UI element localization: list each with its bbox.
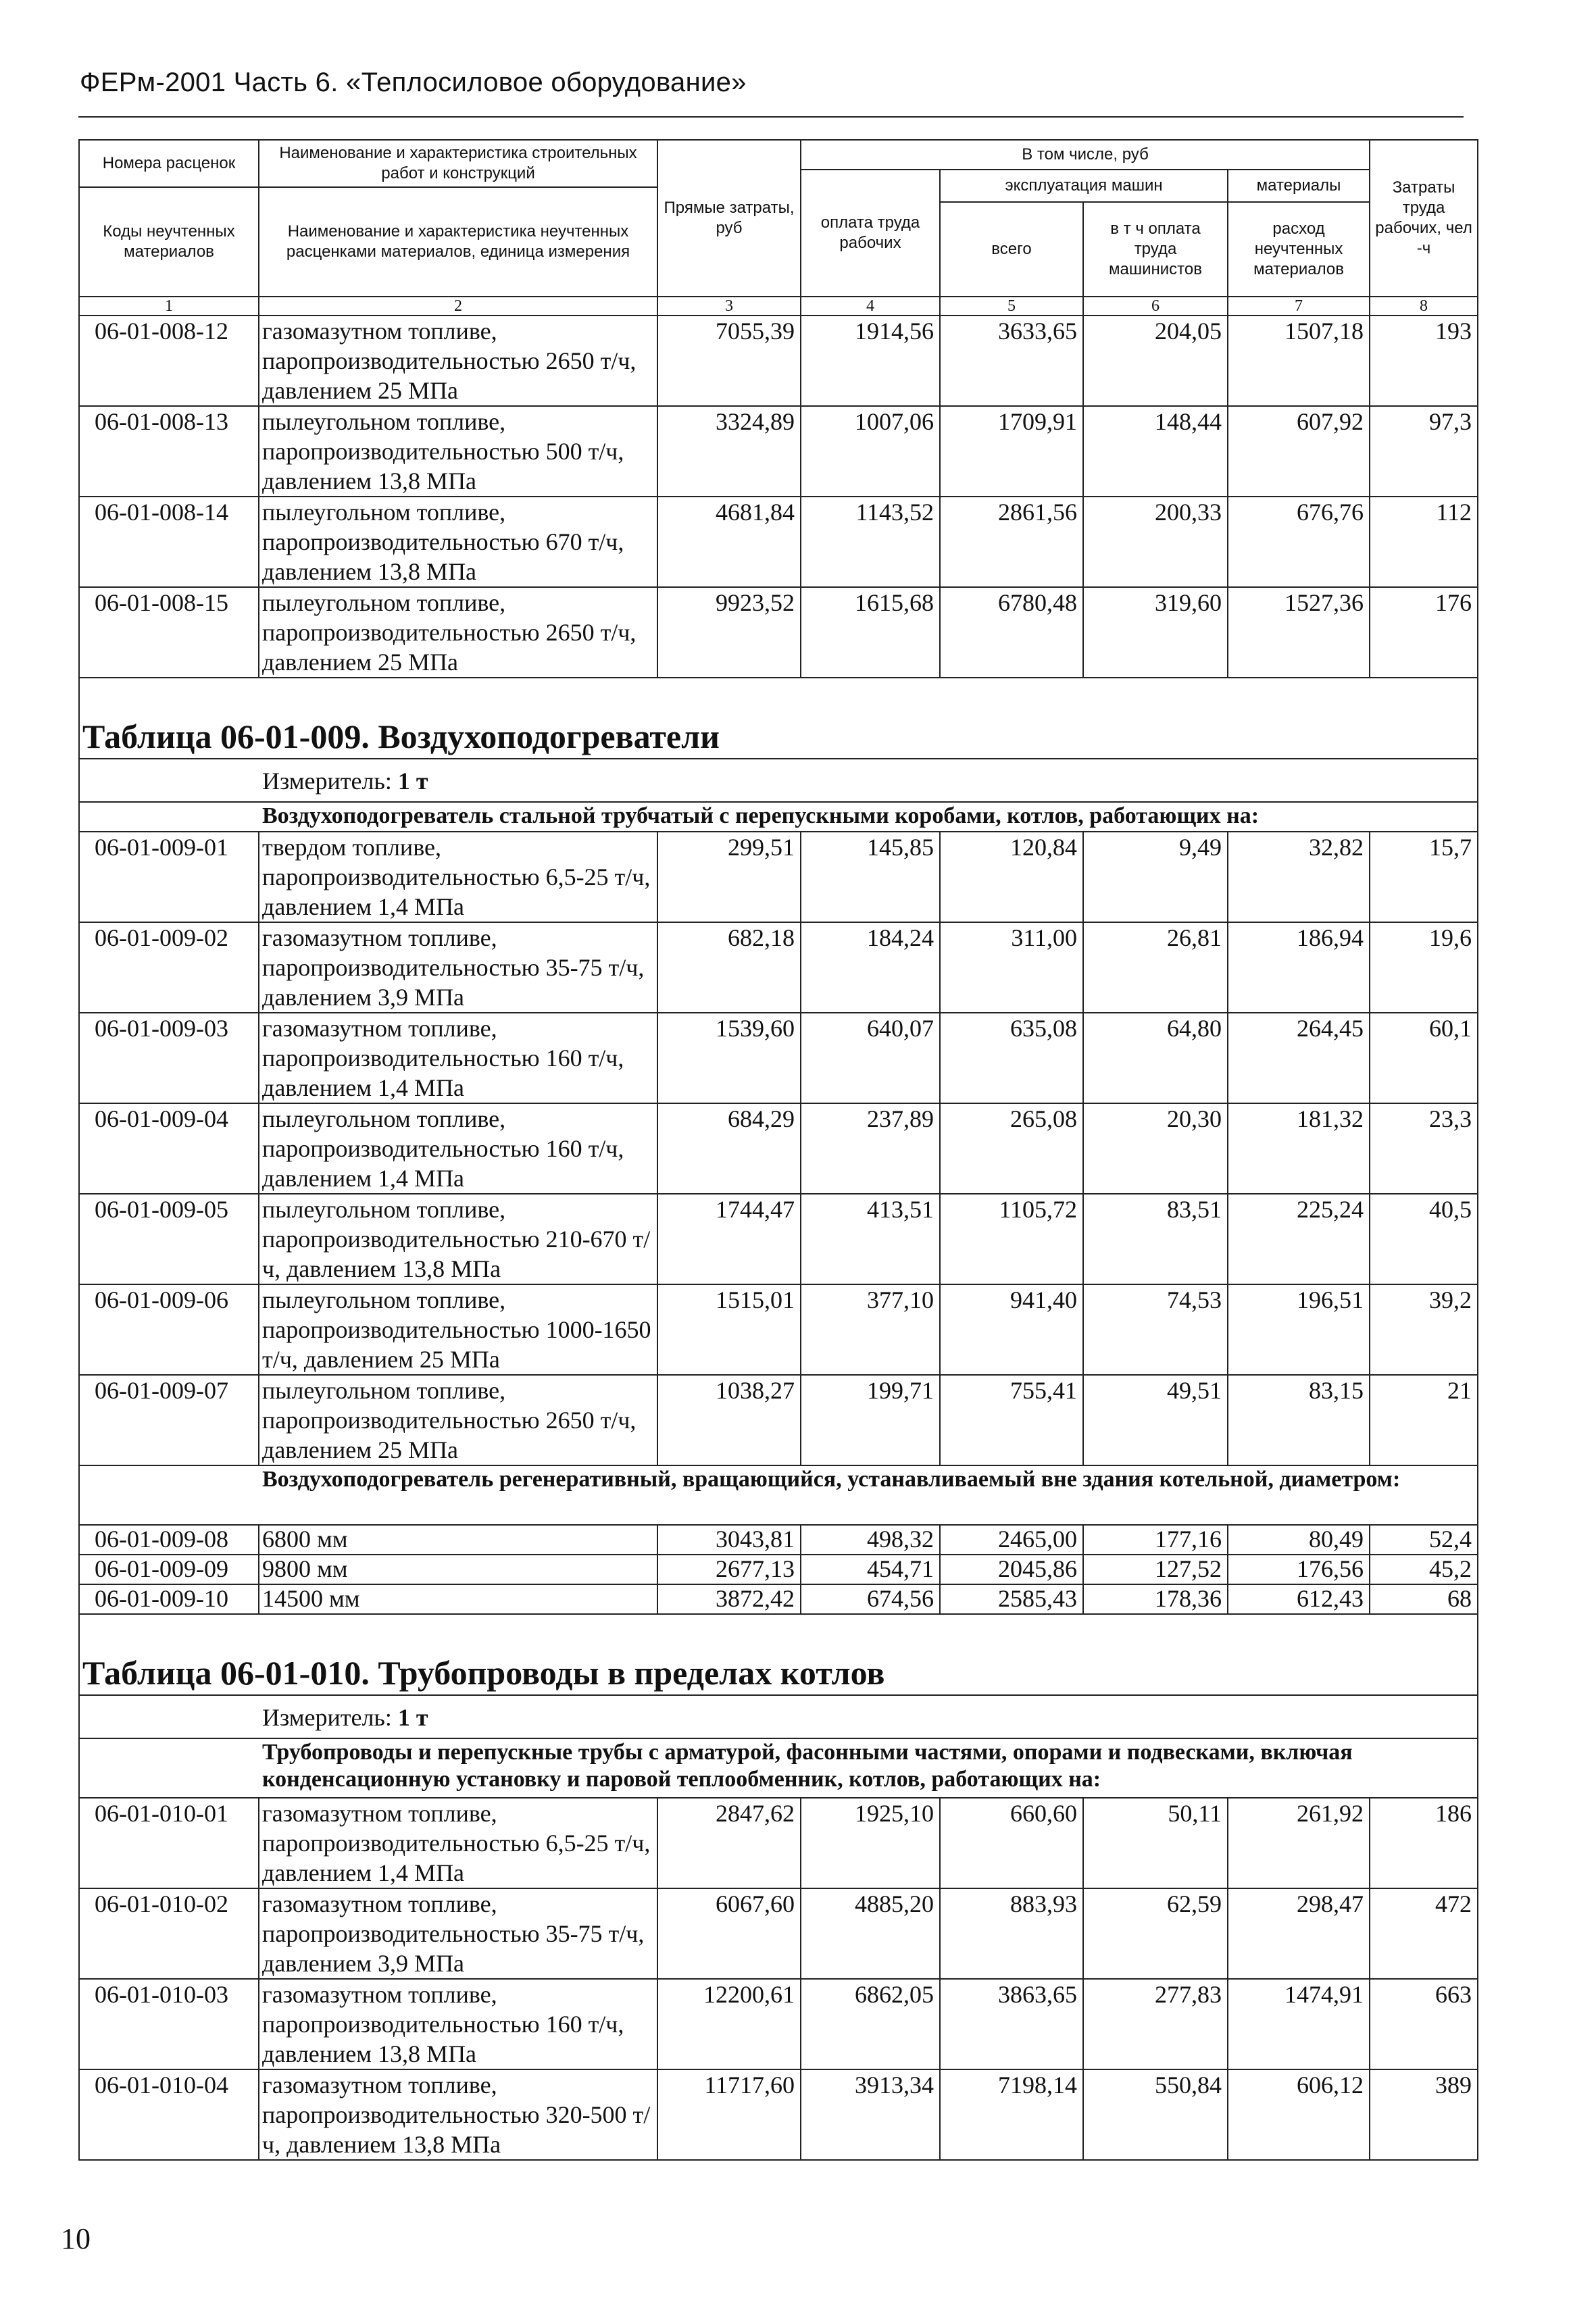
table-row (79, 1584, 1478, 1614)
rate-value: 2861,56 (940, 497, 1083, 587)
rate-value: 1744,47 (657, 1194, 801, 1284)
rate-description: газомазутном топливе, паропроизводительностью 160 т/ч, давлением 13,8 МПа (259, 1979, 657, 2069)
rate-value: 19,6 (1370, 922, 1478, 1013)
rate-value: 83,51 (1083, 1194, 1228, 1284)
table-row (79, 1013, 1478, 1103)
rate-value: 40,5 (1370, 1194, 1478, 1284)
table-row (79, 1798, 1478, 1888)
rate-value: 186,94 (1228, 922, 1370, 1013)
unit-value: 1 т (397, 1704, 428, 1731)
rate-value: 120,84 (940, 832, 1083, 922)
rate-description: пылеугольном топливе, паропроизводительностью 2650 т/ч, давлением 25 МПа (259, 587, 657, 678)
column-number: 8 (1370, 297, 1478, 316)
rate-value: 60,1 (1370, 1013, 1478, 1103)
section-heading: Трубопроводы и перепускные трубы с арматурой, фасонными частями, опорами и подвесками, включая конденсационную установку и паровой теплообменник, котлов, работающих на: (79, 1738, 1478, 1798)
rate-code: 06-01-008-15 (79, 587, 259, 678)
header-rule (78, 116, 1464, 118)
rate-value: 298,47 (1228, 1888, 1370, 1979)
unit-cell (79, 759, 1478, 802)
rate-value: 607,92 (1228, 406, 1370, 497)
rate-value: 9923,52 (657, 587, 801, 678)
rate-value: 941,40 (940, 1284, 1083, 1375)
rate-code: 06-01-009-06 (79, 1284, 259, 1375)
rate-value: 413,51 (801, 1194, 940, 1284)
rate-value: 472 (1370, 1888, 1478, 1979)
column-number: 5 (940, 297, 1083, 316)
table-row (79, 1888, 1478, 1979)
rate-value: 261,92 (1228, 1798, 1370, 1888)
rate-value: 97,3 (1370, 406, 1478, 497)
rate-value: 684,29 (657, 1103, 801, 1194)
rate-value: 1507,18 (1228, 316, 1370, 406)
rate-value: 204,05 (1083, 316, 1228, 406)
rate-value: 62,59 (1083, 1888, 1228, 1979)
table-row (79, 1284, 1478, 1375)
rate-value: 1914,56 (801, 316, 940, 406)
rate-code: 06-01-010-01 (79, 1798, 259, 1888)
column-number: 2 (259, 297, 657, 316)
rate-value: 83,15 (1228, 1375, 1370, 1465)
running-head: ФЕРм-2001 Часть 6. «Теплосиловое оборудование» (80, 68, 747, 97)
rate-value: 498,32 (801, 1525, 940, 1555)
rate-value: 612,43 (1228, 1584, 1370, 1614)
section-row (79, 802, 1478, 832)
rate-description: 9800 мм (259, 1555, 657, 1584)
rate-value: 1527,36 (1228, 587, 1370, 678)
header-total: всего (940, 202, 1083, 297)
rate-value: 299,51 (657, 832, 801, 922)
header-material-codes: Коды неучтенных материалов (103, 222, 235, 261)
rate-value: 64,80 (1083, 1013, 1228, 1103)
rate-description: пылеугольном топливе, паропроизводительностью 160 т/ч, давлением 1,4 МПа (259, 1103, 657, 1194)
rate-description: пылеугольном топливе, паропроизводительностью 1000-1650 т/ч, давлением 25 МПа (259, 1284, 657, 1375)
rate-value: 3872,42 (657, 1584, 801, 1614)
table-row (79, 922, 1478, 1013)
page-number: 10 (61, 2222, 91, 2255)
rate-value: 45,2 (1370, 1555, 1478, 1584)
rate-value: 3043,81 (657, 1525, 801, 1555)
rate-value: 178,36 (1083, 1584, 1228, 1614)
rate-value: 6067,60 (657, 1888, 801, 1979)
column-number: 6 (1083, 297, 1228, 316)
rate-description: пылеугольном топливе, паропроизводительностью 210-670 т/ч, давлением 13,8 МПа (259, 1194, 657, 1284)
header-worker-pay: оплата труда рабочих (801, 170, 940, 297)
table-title-cell (79, 678, 1478, 759)
table-title-row (79, 678, 1478, 759)
rate-value: 663 (1370, 1979, 1478, 2069)
section-heading: Воздухоподогреватель регенеративный, вращающийся, устанавливаемый вне здания котельной, диаметром: (79, 1465, 1478, 1525)
rate-value: 4681,84 (657, 497, 801, 587)
rate-value: 640,07 (801, 1013, 940, 1103)
rate-value: 6780,48 (940, 587, 1083, 678)
rate-description: газомазутном топливе, паропроизводительностью 320-500 т/ч, давлением 13,8 МПа (259, 2069, 657, 2160)
unit-line (262, 1703, 1477, 1732)
rate-value: 52,4 (1370, 1525, 1478, 1555)
rate-code: 06-01-010-02 (79, 1888, 259, 1979)
table-row (79, 587, 1478, 678)
rate-value: 145,85 (801, 832, 940, 922)
header-operator-pay: в т ч оплата труда машинистов (1083, 202, 1228, 297)
rate-value: 3633,65 (940, 316, 1083, 406)
rate-value: 264,45 (1228, 1013, 1370, 1103)
header-machine-operation: эксплуатация машин (940, 170, 1228, 202)
rate-value: 176 (1370, 587, 1478, 678)
unit-row (79, 759, 1478, 802)
rate-value: 1007,06 (801, 406, 940, 497)
rate-value: 277,83 (1083, 1979, 1228, 2069)
unit-line (262, 766, 1477, 796)
rate-value: 1515,01 (657, 1284, 801, 1375)
rate-value: 311,00 (940, 922, 1083, 1013)
rate-value: 50,11 (1083, 1798, 1228, 1888)
rate-value: 7055,39 (657, 316, 801, 406)
rate-description: пылеугольном топливе, паропроизводительностью 500 т/ч, давлением 13,8 МПа (259, 406, 657, 497)
rate-value: 39,2 (1370, 1284, 1478, 1375)
rate-description: газомазутном топливе, паропроизводительностью 160 т/ч, давлением 1,4 МПа (259, 1013, 657, 1103)
rate-value: 184,24 (801, 922, 940, 1013)
rate-code: 06-01-010-03 (79, 1979, 259, 2069)
table-row (79, 832, 1478, 922)
rate-value: 196,51 (1228, 1284, 1370, 1375)
header-materials: материалы (1228, 170, 1370, 202)
table-row (79, 2069, 1478, 2160)
rate-code: 06-01-009-09 (79, 1555, 259, 1584)
rate-value: 177,16 (1083, 1525, 1228, 1555)
rate-value: 319,60 (1083, 587, 1228, 678)
unit-label: Измеритель: (262, 1704, 392, 1731)
rate-value: 1925,10 (801, 1798, 940, 1888)
rate-code: 06-01-008-13 (79, 406, 259, 497)
rate-value: 635,08 (940, 1013, 1083, 1103)
rate-value: 21 (1370, 1375, 1478, 1465)
rate-code: 06-01-009-01 (79, 832, 259, 922)
rate-code: 06-01-009-05 (79, 1194, 259, 1284)
table-title: Таблица 06-01-010. Трубопроводы в пределах котлов (82, 1654, 885, 1692)
column-number: 3 (657, 297, 801, 316)
rate-description: газомазутном топливе, паропроизводительностью 6,5-25 т/ч, давлением 1,4 МПа (259, 1798, 657, 1888)
rate-description: 14500 мм (259, 1584, 657, 1614)
rate-value: 1539,60 (657, 1013, 801, 1103)
rate-value: 148,44 (1083, 406, 1228, 497)
rate-code: 06-01-009-08 (79, 1525, 259, 1555)
rate-value: 237,89 (801, 1103, 940, 1194)
rate-description: пылеугольном топливе, паропроизводительностью 2650 т/ч, давлением 25 МПа (259, 1375, 657, 1465)
rate-value: 1038,27 (657, 1375, 801, 1465)
header-labor-hours: Затраты труда рабочих, чел -ч (1370, 140, 1478, 297)
rate-code: 06-01-009-03 (79, 1013, 259, 1103)
table-row (79, 497, 1478, 587)
rate-value: 755,41 (940, 1375, 1083, 1465)
rate-value: 550,84 (1083, 2069, 1228, 2160)
unit-row (79, 1695, 1478, 1738)
rates-table-body (79, 140, 1478, 2160)
table-title: Таблица 06-01-009. Воздухоподогреватели (82, 718, 720, 755)
rate-value: 3863,65 (940, 1979, 1083, 2069)
rate-value: 199,71 (801, 1375, 940, 1465)
header-rate-numbers: Номера расценок (80, 141, 258, 188)
rate-value: 883,93 (940, 1888, 1083, 1979)
rate-value: 7198,14 (940, 2069, 1083, 2160)
header-direct-costs: Прямые затраты, руб (657, 140, 801, 297)
rate-description: газомазутном топливе, паропроизводительностью 35-75 т/ч, давлением 3,9 МПа (259, 1888, 657, 1979)
rate-value: 2847,62 (657, 1798, 801, 1888)
unit-label: Измеритель: (262, 768, 392, 795)
rate-description: твердом топливе, паропроизводительностью 6,5-25 т/ч, давлением 1,4 МПа (259, 832, 657, 922)
rate-value: 200,33 (1083, 497, 1228, 587)
rate-value: 112 (1370, 497, 1478, 587)
table-row (79, 1103, 1478, 1194)
rate-code: 06-01-009-10 (79, 1584, 259, 1614)
rate-code: 06-01-009-07 (79, 1375, 259, 1465)
rate-value: 3324,89 (657, 406, 801, 497)
rate-value: 682,18 (657, 922, 801, 1013)
rate-value: 20,30 (1083, 1103, 1228, 1194)
column-number: 4 (801, 297, 940, 316)
rate-value: 176,56 (1228, 1555, 1370, 1584)
rate-value: 1709,91 (940, 406, 1083, 497)
rate-value: 1143,52 (801, 497, 940, 587)
rate-value: 6862,05 (801, 1979, 940, 2069)
rate-description: пылеугольном топливе, паропроизводительностью 670 т/ч, давлением 13,8 МПа (259, 497, 657, 587)
rate-value: 454,71 (801, 1555, 940, 1584)
rate-value: 1615,68 (801, 587, 940, 678)
rate-value: 660,60 (940, 1798, 1083, 1888)
column-number: 7 (1228, 297, 1370, 316)
rate-value: 26,81 (1083, 922, 1228, 1013)
rate-value: 1105,72 (940, 1194, 1083, 1284)
rate-description: газомазутном топливе, паропроизводительностью 2650 т/ч, давлением 25 МПа (259, 316, 657, 406)
rate-value: 15,7 (1370, 832, 1478, 922)
rate-value: 193 (1370, 316, 1478, 406)
section-row (79, 1738, 1478, 1798)
rate-value: 676,76 (1228, 497, 1370, 587)
col-header-names (259, 140, 657, 297)
rate-value: 377,10 (801, 1284, 940, 1375)
rate-code: 06-01-010-04 (79, 2069, 259, 2160)
table-title-cell (79, 1614, 1478, 1695)
rate-value: 606,12 (1228, 2069, 1370, 2160)
rate-value: 74,53 (1083, 1284, 1228, 1375)
header-unaccounted-materials: расход неучтенных материалов (1228, 202, 1370, 297)
table-row (79, 1194, 1478, 1284)
rate-value: 674,56 (801, 1584, 940, 1614)
col-header-rate-numbers (79, 140, 259, 297)
header-work-names: Наименование и характеристика строительных работ и конструкций (259, 141, 657, 188)
rate-value: 181,32 (1228, 1103, 1370, 1194)
table-title-row (79, 1614, 1478, 1695)
section-row (79, 1465, 1478, 1525)
rate-value: 1474,91 (1228, 1979, 1370, 2069)
rate-value: 2465,00 (940, 1525, 1083, 1555)
table-row (79, 406, 1478, 497)
rate-value: 68 (1370, 1584, 1478, 1614)
rate-code: 06-01-008-12 (79, 316, 259, 406)
rates-table (78, 139, 1478, 2161)
table-row (79, 1555, 1478, 1584)
rate-value: 2045,86 (940, 1555, 1083, 1584)
rate-value: 3913,34 (801, 2069, 940, 2160)
rate-description: 6800 мм (259, 1525, 657, 1555)
rate-value: 4885,20 (801, 1888, 940, 1979)
rate-value: 23,3 (1370, 1103, 1478, 1194)
rate-value: 49,51 (1083, 1375, 1228, 1465)
rate-value: 11717,60 (657, 2069, 801, 2160)
rate-code: 06-01-009-04 (79, 1103, 259, 1194)
rate-value: 265,08 (940, 1103, 1083, 1194)
rate-value: 12200,61 (657, 1979, 801, 2069)
rate-value: 186 (1370, 1798, 1478, 1888)
rate-value: 2585,43 (940, 1584, 1083, 1614)
section-heading: Воздухоподогреватель стальной трубчатый с перепускными коробами, котлов, работающих на: (79, 802, 1478, 832)
header-material-names: Наименование и характеристика неучтенных расценками материалов, единица измерения (286, 222, 630, 261)
header-including: В том числе, руб (801, 140, 1370, 170)
rate-value: 127,52 (1083, 1555, 1228, 1584)
rate-description: газомазутном топливе, паропроизводительностью 35-75 т/ч, давлением 3,9 МПа (259, 922, 657, 1013)
table-row (79, 316, 1478, 406)
table-row (79, 1979, 1478, 2069)
rate-value: 2677,13 (657, 1555, 801, 1584)
rate-value: 32,82 (1228, 832, 1370, 922)
rate-value: 80,49 (1228, 1525, 1370, 1555)
column-number: 1 (79, 297, 259, 316)
rate-value: 389 (1370, 2069, 1478, 2160)
rate-code: 06-01-009-02 (79, 922, 259, 1013)
rate-code: 06-01-008-14 (79, 497, 259, 587)
unit-value: 1 т (397, 768, 428, 795)
table-row (79, 1525, 1478, 1555)
rate-value: 9,49 (1083, 832, 1228, 922)
rate-value: 225,24 (1228, 1194, 1370, 1284)
unit-cell (79, 1695, 1478, 1738)
table-row (79, 1375, 1478, 1465)
